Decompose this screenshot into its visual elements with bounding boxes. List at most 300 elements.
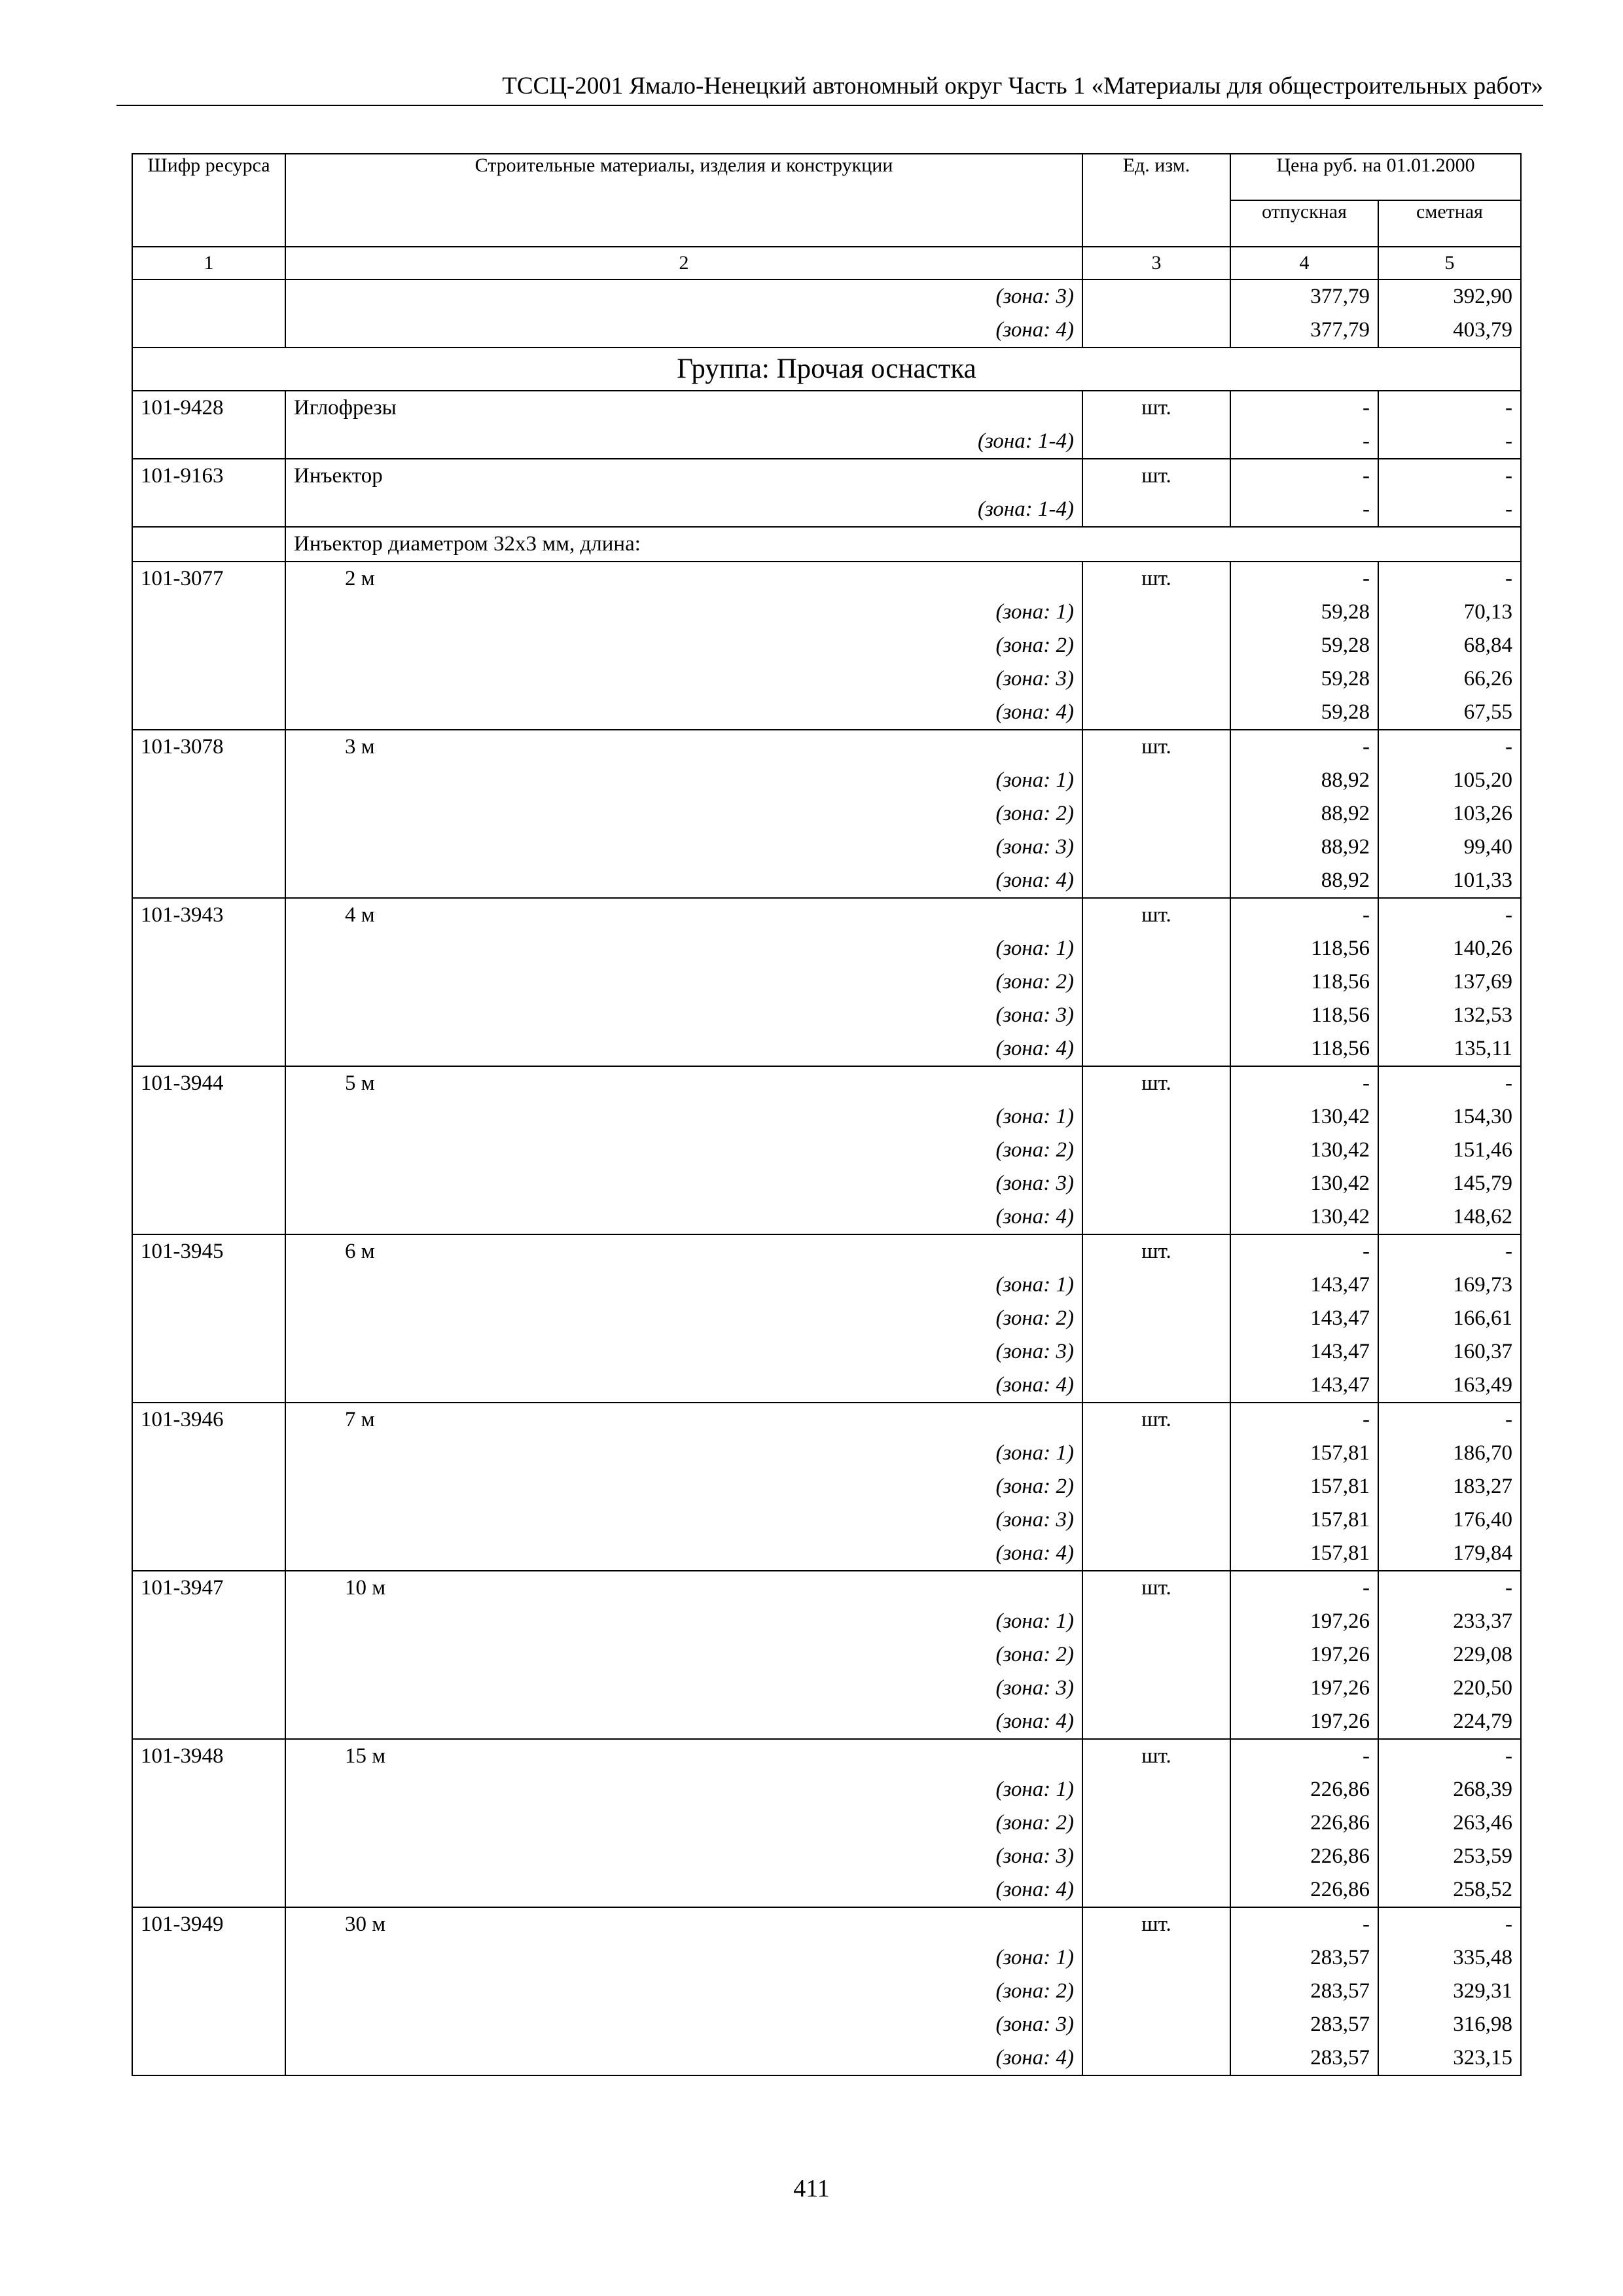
unit-cell: шт.	[1082, 459, 1230, 493]
table-row	[132, 2041, 1521, 2075]
estimate-price: 148,62	[1378, 1200, 1521, 1234]
table-row	[132, 1975, 1521, 2008]
release-price: 88,92	[1230, 831, 1378, 864]
release-price: -	[1230, 391, 1378, 425]
table-row	[132, 2008, 1521, 2041]
release-price: -	[1230, 1907, 1378, 1941]
zone-label: (зона: 1)	[285, 764, 1082, 797]
resource-code: 101-3943	[132, 898, 285, 932]
code-cell	[132, 696, 285, 730]
material-length: 6 м	[285, 1234, 1082, 1268]
estimate-price: 105,20	[1378, 764, 1521, 797]
unit-cell	[1082, 1873, 1230, 1907]
table-row	[132, 1302, 1521, 1335]
estimate-price: -	[1378, 898, 1521, 932]
unit-cell	[1082, 1773, 1230, 1806]
unit-cell: шт.	[1082, 1571, 1230, 1605]
unit-cell	[1082, 596, 1230, 629]
zone-label: (зона: 1)	[285, 932, 1082, 965]
unit-cell	[1082, 965, 1230, 999]
code-cell	[132, 1840, 285, 1873]
material-length: 4 м	[285, 898, 1082, 932]
estimate-price: -	[1378, 391, 1521, 425]
zone-label: (зона: 4)	[285, 864, 1082, 898]
material-length: 5 м	[285, 1066, 1082, 1100]
unit-cell	[1082, 314, 1230, 348]
unit-cell	[1082, 425, 1230, 459]
zone-label: (зона: 1-4)	[285, 493, 1082, 527]
release-price: -	[1230, 1403, 1378, 1437]
zone-label: (зона: 1)	[285, 1605, 1082, 1638]
table-row	[132, 965, 1521, 999]
release-price: 197,26	[1230, 1672, 1378, 1705]
unit-cell	[1082, 1335, 1230, 1369]
estimate-price: 166,61	[1378, 1302, 1521, 1335]
zone-label: (зона: 2)	[285, 1302, 1082, 1335]
unit-cell	[1082, 1503, 1230, 1537]
estimate-price: 233,37	[1378, 1605, 1521, 1638]
zone-label: (зона: 3)	[285, 1335, 1082, 1369]
code-cell	[132, 314, 285, 348]
estimate-price: -	[1378, 1571, 1521, 1605]
estimate-price: -	[1378, 1066, 1521, 1100]
release-price: -	[1230, 1066, 1378, 1100]
unit-cell	[1082, 1200, 1230, 1234]
code-cell	[132, 1605, 285, 1638]
table-row	[132, 1369, 1521, 1403]
estimate-price: 403,79	[1378, 314, 1521, 348]
release-price: 283,57	[1230, 1975, 1378, 2008]
release-price: -	[1230, 898, 1378, 932]
unit-cell: шт.	[1082, 562, 1230, 596]
table-row	[132, 1032, 1521, 1066]
estimate-price: 154,30	[1378, 1100, 1521, 1134]
estimate-price: 183,27	[1378, 1470, 1521, 1503]
table-row	[132, 459, 1521, 493]
estimate-price: -	[1378, 425, 1521, 459]
zone-label: (зона: 3)	[285, 279, 1082, 314]
table-row	[132, 1335, 1521, 1369]
price-table	[132, 153, 1522, 2076]
unit-cell	[1082, 1032, 1230, 1066]
code-cell	[132, 1100, 285, 1134]
column-number-row	[132, 247, 1521, 279]
zone-label: (зона: 3)	[285, 1503, 1082, 1537]
table-row	[132, 1200, 1521, 1234]
table-row	[132, 1638, 1521, 1672]
material-length: 10 м	[285, 1571, 1082, 1605]
code-cell	[132, 1200, 285, 1234]
release-price: 283,57	[1230, 2008, 1378, 2041]
estimate-price: 329,31	[1378, 1975, 1521, 2008]
zone-label: (зона: 1)	[285, 1268, 1082, 1302]
unit-cell	[1082, 629, 1230, 662]
estimate-price: -	[1378, 1234, 1521, 1268]
material-name: Иглофрезы	[285, 391, 1082, 425]
resource-code: 101-3078	[132, 730, 285, 764]
release-price: 197,26	[1230, 1705, 1378, 1739]
unit-cell	[1082, 2041, 1230, 2075]
estimate-price: 163,49	[1378, 1369, 1521, 1403]
zone-label: (зона: 1)	[285, 1437, 1082, 1470]
resource-code: 101-3946	[132, 1403, 285, 1437]
unit-cell	[1082, 1605, 1230, 1638]
estimate-price: 316,98	[1378, 2008, 1521, 2041]
release-price: 59,28	[1230, 662, 1378, 696]
subgroup-row	[132, 527, 1521, 562]
unit-cell	[1082, 932, 1230, 965]
code-cell	[132, 999, 285, 1032]
column-number: 5	[1378, 247, 1521, 279]
material-name: Инъектор	[285, 459, 1082, 493]
release-price: -	[1230, 562, 1378, 596]
zone-label: (зона: 1)	[285, 1941, 1082, 1975]
code-cell	[132, 1167, 285, 1200]
code-cell	[132, 1638, 285, 1672]
table-row	[132, 1773, 1521, 1806]
estimate-price: 258,52	[1378, 1873, 1521, 1907]
code-cell	[132, 1941, 285, 1975]
unit-cell	[1082, 1302, 1230, 1335]
release-price: 130,42	[1230, 1167, 1378, 1200]
zone-label: (зона: 3)	[285, 1840, 1082, 1873]
table-row	[132, 1705, 1521, 1739]
estimate-price: 392,90	[1378, 279, 1521, 314]
code-cell	[132, 1537, 285, 1571]
zone-label: (зона: 2)	[285, 629, 1082, 662]
table-row	[132, 1571, 1521, 1605]
code-cell	[132, 629, 285, 662]
code-cell	[132, 1369, 285, 1403]
estimate-price: 132,53	[1378, 999, 1521, 1032]
estimate-price: -	[1378, 1403, 1521, 1437]
column-number: 1	[132, 247, 285, 279]
estimate-price: -	[1378, 1739, 1521, 1773]
estimate-price: 263,46	[1378, 1806, 1521, 1840]
unit-cell	[1082, 662, 1230, 696]
code-cell	[132, 1975, 285, 2008]
release-price: 157,81	[1230, 1503, 1378, 1537]
zone-label: (зона: 4)	[285, 696, 1082, 730]
estimate-price: -	[1378, 1907, 1521, 1941]
code-cell	[132, 864, 285, 898]
table-row	[132, 1739, 1521, 1773]
table-row	[132, 1840, 1521, 1873]
unit-cell	[1082, 797, 1230, 831]
table-row	[132, 1503, 1521, 1537]
release-price: 130,42	[1230, 1134, 1378, 1167]
code-cell	[132, 493, 285, 527]
header-estimate: сметная	[1378, 200, 1521, 247]
code-cell	[132, 1268, 285, 1302]
code-cell	[132, 1705, 285, 1739]
estimate-price: 140,26	[1378, 932, 1521, 965]
zone-label: (зона: 2)	[285, 1975, 1082, 2008]
release-price: 59,28	[1230, 696, 1378, 730]
table-row	[132, 1806, 1521, 1840]
unit-cell: шт.	[1082, 1066, 1230, 1100]
unit-cell	[1082, 1134, 1230, 1167]
release-price: -	[1230, 730, 1378, 764]
zone-label: (зона: 3)	[285, 1167, 1082, 1200]
table-row	[132, 1437, 1521, 1470]
table-row	[132, 999, 1521, 1032]
zone-label: (зона: 2)	[285, 797, 1082, 831]
table-row	[132, 279, 1521, 314]
code-cell	[132, 1134, 285, 1167]
release-price: 226,86	[1230, 1840, 1378, 1873]
code-cell	[132, 1437, 285, 1470]
zone-label: (зона: 4)	[285, 1200, 1082, 1234]
material-length: 30 м	[285, 1907, 1082, 1941]
code-cell	[132, 1672, 285, 1705]
unit-cell	[1082, 1672, 1230, 1705]
code-cell	[132, 1806, 285, 1840]
unit-cell	[1082, 1537, 1230, 1571]
unit-cell	[1082, 999, 1230, 1032]
table-row	[132, 1537, 1521, 1571]
zone-label: (зона: 3)	[285, 999, 1082, 1032]
unit-cell	[1082, 279, 1230, 314]
unit-cell	[1082, 1975, 1230, 2008]
estimate-price: 135,11	[1378, 1032, 1521, 1066]
release-price: 197,26	[1230, 1605, 1378, 1638]
zone-label: (зона: 4)	[285, 1537, 1082, 1571]
estimate-price: 253,59	[1378, 1840, 1521, 1873]
table-row	[132, 662, 1521, 696]
release-price: 59,28	[1230, 596, 1378, 629]
resource-code: 101-3948	[132, 1739, 285, 1773]
estimate-price: 145,79	[1378, 1167, 1521, 1200]
estimate-price: 99,40	[1378, 831, 1521, 864]
code-cell	[132, 797, 285, 831]
estimate-price: 67,55	[1378, 696, 1521, 730]
release-price: 88,92	[1230, 797, 1378, 831]
release-price: 118,56	[1230, 999, 1378, 1032]
code-cell	[132, 1032, 285, 1066]
table-row	[132, 596, 1521, 629]
unit-cell	[1082, 1941, 1230, 1975]
column-number: 4	[1230, 247, 1378, 279]
code-cell	[132, 2008, 285, 2041]
table-row	[132, 1672, 1521, 1705]
zone-label: (зона: 4)	[285, 1705, 1082, 1739]
table-row	[132, 1234, 1521, 1268]
header-release: отпускная	[1230, 200, 1378, 247]
material-length: 2 м	[285, 562, 1082, 596]
zone-label: (зона: 1)	[285, 596, 1082, 629]
header-name: Строительные материалы, изделия и конструкции	[285, 154, 1082, 247]
table-row	[132, 764, 1521, 797]
unit-cell: шт.	[1082, 391, 1230, 425]
unit-cell	[1082, 1470, 1230, 1503]
release-price: -	[1230, 1571, 1378, 1605]
estimate-price: 224,79	[1378, 1705, 1521, 1739]
release-price: 88,92	[1230, 764, 1378, 797]
table-row	[132, 391, 1521, 425]
table-row	[132, 1470, 1521, 1503]
table-row	[132, 1403, 1521, 1437]
code-cell	[132, 596, 285, 629]
zone-label: (зона: 4)	[285, 1032, 1082, 1066]
table-row	[132, 1100, 1521, 1134]
table-row	[132, 1167, 1521, 1200]
header-unit: Ед. изм.	[1082, 154, 1230, 247]
zone-label: (зона: 2)	[285, 1638, 1082, 1672]
release-price: 377,79	[1230, 314, 1378, 348]
table-row	[132, 1907, 1521, 1941]
release-price: 283,57	[1230, 1941, 1378, 1975]
estimate-price: 220,50	[1378, 1672, 1521, 1705]
table-row	[132, 797, 1521, 831]
unit-cell	[1082, 1167, 1230, 1200]
release-price: -	[1230, 1739, 1378, 1773]
code-cell	[132, 279, 285, 314]
unit-cell	[1082, 1806, 1230, 1840]
release-price: -	[1230, 493, 1378, 527]
unit-cell	[1082, 1268, 1230, 1302]
zone-label: (зона: 2)	[285, 965, 1082, 999]
code-cell	[132, 527, 285, 562]
release-price: 118,56	[1230, 965, 1378, 999]
release-price: 143,47	[1230, 1335, 1378, 1369]
unit-cell	[1082, 493, 1230, 527]
unit-cell	[1082, 864, 1230, 898]
resource-code: 101-3945	[132, 1234, 285, 1268]
estimate-price: 68,84	[1378, 629, 1521, 662]
zone-label: (зона: 3)	[285, 831, 1082, 864]
code-cell	[132, 1302, 285, 1335]
code-cell	[132, 2041, 285, 2075]
unit-cell	[1082, 764, 1230, 797]
unit-cell: шт.	[1082, 730, 1230, 764]
table-row	[132, 425, 1521, 459]
unit-cell: шт.	[1082, 1403, 1230, 1437]
zone-label: (зона: 1)	[285, 1100, 1082, 1134]
unit-cell: шт.	[1082, 1907, 1230, 1941]
zone-label: (зона: 2)	[285, 1806, 1082, 1840]
unit-cell	[1082, 2008, 1230, 2041]
table-row	[132, 932, 1521, 965]
zone-label: (зона: 1-4)	[285, 425, 1082, 459]
code-cell	[132, 1773, 285, 1806]
table-row	[132, 1873, 1521, 1907]
table-row	[132, 898, 1521, 932]
release-price: 143,47	[1230, 1268, 1378, 1302]
table-row	[132, 562, 1521, 596]
estimate-price: 66,26	[1378, 662, 1521, 696]
estimate-price: 335,48	[1378, 1941, 1521, 1975]
code-cell	[132, 1335, 285, 1369]
release-price: -	[1230, 1234, 1378, 1268]
estimate-price: 70,13	[1378, 596, 1521, 629]
estimate-price: -	[1378, 730, 1521, 764]
release-price: 143,47	[1230, 1369, 1378, 1403]
unit-cell	[1082, 1100, 1230, 1134]
table-row	[132, 1941, 1521, 1975]
estimate-price: 103,26	[1378, 797, 1521, 831]
unit-cell	[1082, 1369, 1230, 1403]
table-row	[132, 831, 1521, 864]
estimate-price: 101,33	[1378, 864, 1521, 898]
material-length: 3 м	[285, 730, 1082, 764]
release-price: 157,81	[1230, 1470, 1378, 1503]
release-price: -	[1230, 425, 1378, 459]
estimate-price: 186,70	[1378, 1437, 1521, 1470]
table-row	[132, 696, 1521, 730]
table-row	[132, 1268, 1521, 1302]
release-price: 226,86	[1230, 1773, 1378, 1806]
table-row	[132, 864, 1521, 898]
table-row	[132, 1134, 1521, 1167]
release-price: 197,26	[1230, 1638, 1378, 1672]
unit-cell	[1082, 696, 1230, 730]
zone-label: (зона: 4)	[285, 314, 1082, 348]
unit-cell	[1082, 831, 1230, 864]
code-cell	[132, 965, 285, 999]
unit-cell: шт.	[1082, 1234, 1230, 1268]
resource-code: 101-9428	[132, 391, 285, 425]
subgroup-title: Инъектор диаметром 32х3 мм, длина:	[285, 527, 1521, 562]
zone-label: (зона: 3)	[285, 662, 1082, 696]
unit-cell: шт.	[1082, 898, 1230, 932]
page-header: ТССЦ-2001 Ямало-Ненецкий автономный округ Часть 1 «Материалы для общестроительных работ»	[116, 72, 1543, 106]
table-row	[132, 493, 1521, 527]
code-cell	[132, 662, 285, 696]
unit-cell	[1082, 1705, 1230, 1739]
group-title: Группа: Прочая оснастка	[132, 348, 1521, 391]
estimate-price: 169,73	[1378, 1268, 1521, 1302]
release-price: 226,86	[1230, 1873, 1378, 1907]
estimate-price: -	[1378, 493, 1521, 527]
table-row	[132, 1605, 1521, 1638]
release-price: 130,42	[1230, 1100, 1378, 1134]
material-length: 15 м	[285, 1739, 1082, 1773]
code-cell	[132, 932, 285, 965]
release-price: -	[1230, 459, 1378, 493]
column-number: 2	[285, 247, 1082, 279]
estimate-price: 137,69	[1378, 965, 1521, 999]
zone-label: (зона: 4)	[285, 1873, 1082, 1907]
table-row	[132, 314, 1521, 348]
resource-code: 101-3949	[132, 1907, 285, 1941]
estimate-price: -	[1378, 562, 1521, 596]
table-row	[132, 730, 1521, 764]
release-price: 157,81	[1230, 1537, 1378, 1571]
release-price: 226,86	[1230, 1806, 1378, 1840]
unit-cell: шт.	[1082, 1739, 1230, 1773]
header-code: Шифр ресурса	[132, 154, 285, 247]
table-body	[132, 247, 1521, 2075]
zone-label: (зона: 3)	[285, 1672, 1082, 1705]
release-price: 118,56	[1230, 932, 1378, 965]
group-row	[132, 348, 1521, 391]
resource-code: 101-3947	[132, 1571, 285, 1605]
estimate-price: 179,84	[1378, 1537, 1521, 1571]
material-length: 7 м	[285, 1403, 1082, 1437]
release-price: 88,92	[1230, 864, 1378, 898]
estimate-price: -	[1378, 459, 1521, 493]
zone-label: (зона: 1)	[285, 1773, 1082, 1806]
code-cell	[132, 1503, 285, 1537]
code-cell	[132, 1470, 285, 1503]
zone-label: (зона: 4)	[285, 1369, 1082, 1403]
code-cell	[132, 831, 285, 864]
column-number: 3	[1082, 247, 1230, 279]
release-price: 157,81	[1230, 1437, 1378, 1470]
estimate-price: 151,46	[1378, 1134, 1521, 1167]
code-cell	[132, 425, 285, 459]
